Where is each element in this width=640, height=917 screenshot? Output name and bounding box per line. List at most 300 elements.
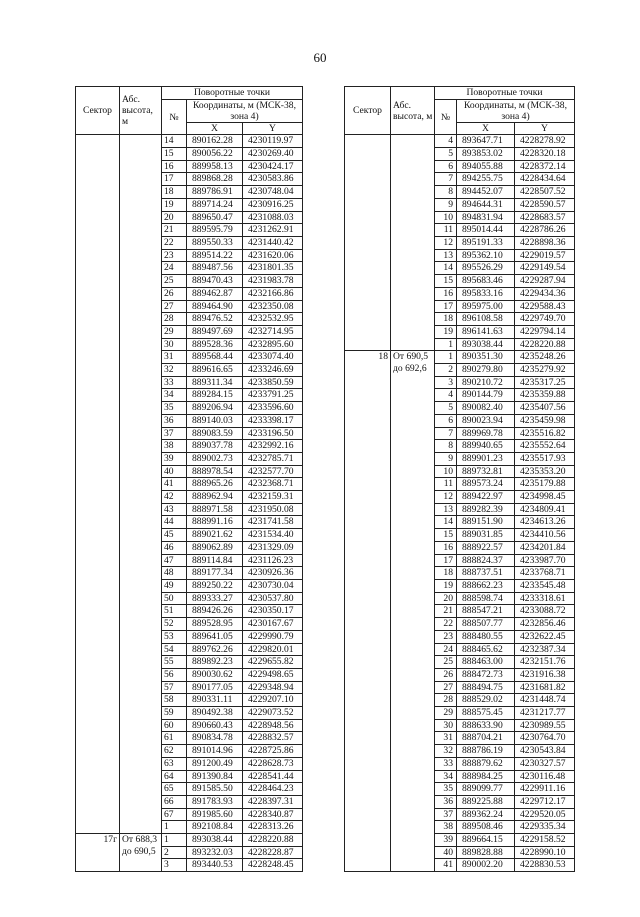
point-number-cell: 54 <box>162 643 187 656</box>
point-number-cell: 2 <box>162 846 187 859</box>
coord-x-cell: 890144.79 <box>457 389 515 402</box>
coord-x-cell: 889958.13 <box>187 160 243 173</box>
coord-x-cell: 894255.75 <box>457 173 515 186</box>
coord-y-cell: 4233596.60 <box>243 402 303 415</box>
left-table-body <box>76 135 303 872</box>
coord-x-cell: 889177.34 <box>187 567 243 580</box>
coord-y-cell: 4231741.58 <box>243 516 303 529</box>
coord-y-cell: 4233074.40 <box>243 351 303 364</box>
coord-x-cell: 895191.33 <box>457 237 515 250</box>
coord-y-cell: 4231448.74 <box>515 694 575 707</box>
header-num: № <box>435 99 457 135</box>
coord-y-cell: 4230764.70 <box>515 732 575 745</box>
point-number-cell: 30 <box>435 719 457 732</box>
point-number-cell: 63 <box>162 757 187 770</box>
coord-y-cell: 4235359.88 <box>515 389 575 402</box>
coord-x-cell: 889714.24 <box>187 198 243 211</box>
coord-x-cell: 888598.74 <box>457 592 515 605</box>
coord-x-cell: 889497.69 <box>187 325 243 338</box>
point-number-cell: 22 <box>435 618 457 631</box>
coord-y-cell: 4230327.57 <box>515 757 575 770</box>
abs-height-cell: От 688,3 до 690,5 <box>120 834 162 872</box>
sector-cell: 18 <box>345 351 391 872</box>
coord-y-cell: 4235317.25 <box>515 376 575 389</box>
table-row <box>76 135 303 148</box>
point-number-cell: 38 <box>435 821 457 834</box>
coord-y-cell: 4228464.23 <box>243 783 303 796</box>
coord-y-cell: 4232159.31 <box>243 491 303 504</box>
coord-x-cell: 896108.58 <box>457 313 515 326</box>
header-sector: Сектор <box>345 87 391 135</box>
coord-y-cell: 4229794.14 <box>515 325 575 338</box>
point-number-cell: 20 <box>162 211 187 224</box>
coord-x-cell: 889284.15 <box>187 389 243 402</box>
table-row <box>76 834 303 847</box>
coord-x-cell: 889462.87 <box>187 287 243 300</box>
coord-y-cell: 4230269.40 <box>243 148 303 161</box>
coord-x-cell: 889282.39 <box>457 503 515 516</box>
coord-x-cell: 895526.29 <box>457 262 515 275</box>
point-number-cell: 1 <box>162 821 187 834</box>
coord-x-cell: 889940.65 <box>457 440 515 453</box>
coord-x-cell: 888962.94 <box>187 491 243 504</box>
point-number-cell: 18 <box>162 186 187 199</box>
point-number-cell: 47 <box>162 554 187 567</box>
point-number-cell: 7 <box>435 173 457 186</box>
coord-y-cell: 4230730.04 <box>243 579 303 592</box>
coord-y-cell: 4228541.44 <box>243 770 303 783</box>
point-number-cell: 16 <box>435 287 457 300</box>
point-number-cell: 58 <box>162 694 187 707</box>
point-number-cell: 12 <box>435 237 457 250</box>
coord-x-cell: 888575.45 <box>457 707 515 720</box>
point-number-cell: 20 <box>435 592 457 605</box>
coord-y-cell: 4229588.43 <box>515 300 575 313</box>
point-number-cell: 14 <box>435 516 457 529</box>
coord-x-cell: 891585.50 <box>187 783 243 796</box>
coord-y-cell: 4234809.41 <box>515 503 575 516</box>
point-number-cell: 59 <box>162 707 187 720</box>
coord-x-cell: 889508.46 <box>457 821 515 834</box>
coord-y-cell: 4231088.03 <box>243 211 303 224</box>
coord-x-cell: 888984.25 <box>457 770 515 783</box>
coord-y-cell: 4233088.72 <box>515 605 575 618</box>
point-number-cell: 28 <box>162 313 187 326</box>
coord-y-cell: 4228507.52 <box>515 186 575 199</box>
point-number-cell: 66 <box>162 795 187 808</box>
coord-x-cell: 890492.38 <box>187 707 243 720</box>
coord-x-cell: 890082.40 <box>457 402 515 415</box>
coord-x-cell: 888529.02 <box>457 694 515 707</box>
point-number-cell: 48 <box>162 567 187 580</box>
coord-x-cell: 888824.37 <box>457 554 515 567</box>
coord-y-cell: 4234998.45 <box>515 491 575 504</box>
point-number-cell: 41 <box>435 859 457 872</box>
coord-x-cell: 888633.90 <box>457 719 515 732</box>
coord-x-cell: 890177.05 <box>187 681 243 694</box>
point-number-cell: 35 <box>162 402 187 415</box>
coord-x-cell: 889868.28 <box>187 173 243 186</box>
coord-x-cell: 890834.78 <box>187 732 243 745</box>
coord-x-cell: 888547.21 <box>457 605 515 618</box>
coord-y-cell: 4228228.87 <box>243 846 303 859</box>
coord-y-cell: 4232856.46 <box>515 618 575 631</box>
sector-cell: 17г <box>76 834 120 872</box>
coord-y-cell: 4235407.56 <box>515 402 575 415</box>
coord-x-cell: 889470.43 <box>187 275 243 288</box>
coord-y-cell: 4230926.36 <box>243 567 303 580</box>
coord-x-cell: 894055.88 <box>457 160 515 173</box>
coord-y-cell: 4229820.01 <box>243 643 303 656</box>
point-number-cell: 24 <box>435 643 457 656</box>
coord-y-cell: 4229520.05 <box>515 808 575 821</box>
abs-height-cell <box>391 135 435 351</box>
coord-x-cell: 890056.22 <box>187 148 243 161</box>
coord-y-cell: 4230916.25 <box>243 198 303 211</box>
point-number-cell: 23 <box>435 630 457 643</box>
coord-y-cell: 4229434.36 <box>515 287 575 300</box>
table-row <box>345 135 575 148</box>
coord-y-cell: 4228786.26 <box>515 224 575 237</box>
coord-y-cell: 4235516.82 <box>515 427 575 440</box>
coord-x-cell: 889140.03 <box>187 414 243 427</box>
point-number-cell: 17 <box>435 554 457 567</box>
coord-y-cell: 4231950.08 <box>243 503 303 516</box>
point-number-cell: 17 <box>162 173 187 186</box>
coord-y-cell: 4233791.25 <box>243 389 303 402</box>
coord-y-cell: 4228220.88 <box>243 834 303 847</box>
coord-x-cell: 888465.62 <box>457 643 515 656</box>
point-number-cell: 1 <box>162 834 187 847</box>
coord-x-cell: 888494.75 <box>457 681 515 694</box>
point-number-cell: 36 <box>162 414 187 427</box>
coord-x-cell: 889002.73 <box>187 452 243 465</box>
coord-y-cell: 4231126.23 <box>243 554 303 567</box>
point-number-cell: 62 <box>162 745 187 758</box>
coord-x-cell: 891390.84 <box>187 770 243 783</box>
coord-y-cell: 4232387.34 <box>515 643 575 656</box>
coord-y-cell: 4231262.91 <box>243 224 303 237</box>
table-row <box>345 351 575 364</box>
coord-y-cell: 4233196.50 <box>243 427 303 440</box>
coord-x-cell: 890002.20 <box>457 859 515 872</box>
coord-x-cell: 895014.44 <box>457 224 515 237</box>
coord-x-cell: 890210.72 <box>457 376 515 389</box>
coord-y-cell: 4228832.57 <box>243 732 303 745</box>
point-number-cell: 19 <box>435 579 457 592</box>
point-number-cell: 24 <box>162 262 187 275</box>
coord-y-cell: 4228683.57 <box>515 211 575 224</box>
coord-y-cell: 4235179.88 <box>515 478 575 491</box>
abs-height-cell <box>120 135 162 834</box>
coord-y-cell: 4230424.17 <box>243 160 303 173</box>
coord-y-cell: 4230350.17 <box>243 605 303 618</box>
point-number-cell: 57 <box>162 681 187 694</box>
coord-x-cell: 894452.07 <box>457 186 515 199</box>
point-number-cell: 4 <box>435 135 457 148</box>
point-number-cell: 10 <box>435 211 457 224</box>
coord-y-cell: 4234201.84 <box>515 541 575 554</box>
coord-x-cell: 889206.94 <box>187 402 243 415</box>
coord-x-cell: 888662.23 <box>457 579 515 592</box>
point-number-cell: 23 <box>162 249 187 262</box>
coord-x-cell: 890030.62 <box>187 668 243 681</box>
coord-x-cell: 888480.55 <box>457 630 515 643</box>
coord-y-cell: 4229911.16 <box>515 783 575 796</box>
point-number-cell: 35 <box>435 783 457 796</box>
point-number-cell: 28 <box>435 694 457 707</box>
header-turning-points: Поворотные точки <box>435 87 575 100</box>
coord-y-cell: 4229287.94 <box>515 275 575 288</box>
coord-y-cell: 4233545.48 <box>515 579 575 592</box>
coord-x-cell: 888971.58 <box>187 503 243 516</box>
point-number-cell: 33 <box>162 376 187 389</box>
point-number-cell: 27 <box>435 681 457 694</box>
coord-x-cell: 888978.54 <box>187 465 243 478</box>
coord-y-cell: 4233768.71 <box>515 567 575 580</box>
coord-y-cell: 4228590.57 <box>515 198 575 211</box>
coord-y-cell: 4234613.26 <box>515 516 575 529</box>
coord-y-cell: 4228313.26 <box>243 821 303 834</box>
coord-x-cell: 890023.94 <box>457 414 515 427</box>
coord-y-cell: 4229073.52 <box>243 707 303 720</box>
point-number-cell: 18 <box>435 313 457 326</box>
point-number-cell: 7 <box>435 427 457 440</box>
point-number-cell: 16 <box>162 160 187 173</box>
coord-x-cell: 889650.47 <box>187 211 243 224</box>
coord-x-cell: 888472.73 <box>457 668 515 681</box>
coord-x-cell: 889333.27 <box>187 592 243 605</box>
header-x: X <box>187 122 243 135</box>
coord-y-cell: 4228397.31 <box>243 795 303 808</box>
point-number-cell: 25 <box>435 656 457 669</box>
coord-y-cell: 4230116.48 <box>515 770 575 783</box>
coord-y-cell: 4231801.35 <box>243 262 303 275</box>
coord-y-cell: 4229348.94 <box>243 681 303 694</box>
coord-y-cell: 4231534.40 <box>243 529 303 542</box>
coord-y-cell: 4229207.10 <box>243 694 303 707</box>
coord-y-cell: 4228434.64 <box>515 173 575 186</box>
point-number-cell: 8 <box>435 186 457 199</box>
coord-y-cell: 4234410.56 <box>515 529 575 542</box>
coord-x-cell: 893440.53 <box>187 859 243 872</box>
header-y: Y <box>515 122 575 135</box>
point-number-cell: 34 <box>162 389 187 402</box>
coord-y-cell: 4229149.54 <box>515 262 575 275</box>
coord-x-cell: 894831.94 <box>457 211 515 224</box>
coord-y-cell: 4231620.06 <box>243 249 303 262</box>
coord-x-cell: 889114.84 <box>187 554 243 567</box>
coord-x-cell: 890660.43 <box>187 719 243 732</box>
point-number-cell: 5 <box>435 402 457 415</box>
point-number-cell: 22 <box>162 237 187 250</box>
coord-x-cell: 889786.91 <box>187 186 243 199</box>
point-number-cell: 29 <box>435 707 457 720</box>
coord-y-cell: 4229019.57 <box>515 249 575 262</box>
point-number-cell: 40 <box>162 465 187 478</box>
coord-x-cell: 889528.95 <box>187 618 243 631</box>
point-number-cell: 17 <box>435 300 457 313</box>
coord-y-cell: 4232785.71 <box>243 452 303 465</box>
coord-y-cell: 4228340.87 <box>243 808 303 821</box>
coord-x-cell: 889641.05 <box>187 630 243 643</box>
coord-y-cell: 4233318.61 <box>515 592 575 605</box>
coord-y-cell: 4232577.70 <box>243 465 303 478</box>
coord-x-cell: 890351.30 <box>457 351 515 364</box>
coord-x-cell: 889528.36 <box>187 338 243 351</box>
coord-x-cell: 889062.89 <box>187 541 243 554</box>
coordinates-table-right <box>344 86 575 872</box>
point-number-cell: 15 <box>435 529 457 542</box>
coord-y-cell: 4228628.73 <box>243 757 303 770</box>
coord-y-cell: 4235459.98 <box>515 414 575 427</box>
point-number-cell: 26 <box>435 668 457 681</box>
coord-x-cell: 888879.62 <box>457 757 515 770</box>
point-number-cell: 67 <box>162 808 187 821</box>
coord-x-cell: 896141.63 <box>457 325 515 338</box>
coord-y-cell: 4232622.45 <box>515 630 575 643</box>
coord-y-cell: 4230119.97 <box>243 135 303 148</box>
coord-x-cell: 895362.10 <box>457 249 515 262</box>
header-abs-height: Абс. высота, м <box>120 87 162 135</box>
point-number-cell: 11 <box>435 478 457 491</box>
header-y: Y <box>243 122 303 135</box>
coord-x-cell: 889901.23 <box>457 452 515 465</box>
point-number-cell: 55 <box>162 656 187 669</box>
coord-y-cell: 4228725.86 <box>243 745 303 758</box>
coord-x-cell: 889550.33 <box>187 237 243 250</box>
point-number-cell: 39 <box>435 834 457 847</box>
point-number-cell: 13 <box>435 249 457 262</box>
point-number-cell: 6 <box>435 414 457 427</box>
point-number-cell: 1 <box>435 351 457 364</box>
coord-y-cell: 4231983.78 <box>243 275 303 288</box>
header-sector: Сектор <box>76 87 120 135</box>
coord-x-cell: 894644.31 <box>457 198 515 211</box>
coord-y-cell: 4233246.69 <box>243 364 303 377</box>
coord-y-cell: 4228278.92 <box>515 135 575 148</box>
coord-x-cell: 889595.79 <box>187 224 243 237</box>
point-number-cell: 49 <box>162 579 187 592</box>
coord-x-cell: 895683.46 <box>457 275 515 288</box>
point-number-cell: 1 <box>435 338 457 351</box>
point-number-cell: 15 <box>435 275 457 288</box>
coord-y-cell: 4228220.88 <box>515 338 575 351</box>
coord-x-cell: 893038.44 <box>457 338 515 351</box>
point-number-cell: 32 <box>162 364 187 377</box>
point-number-cell: 27 <box>162 300 187 313</box>
point-number-cell: 51 <box>162 605 187 618</box>
point-number-cell: 21 <box>435 605 457 618</box>
coord-y-cell: 4232151.76 <box>515 656 575 669</box>
point-number-cell: 4 <box>435 389 457 402</box>
coord-y-cell: 4232532.95 <box>243 313 303 326</box>
coord-y-cell: 4230167.67 <box>243 618 303 631</box>
point-number-cell: 44 <box>162 516 187 529</box>
coord-y-cell: 4229712.17 <box>515 795 575 808</box>
coord-x-cell: 889568.44 <box>187 351 243 364</box>
coord-x-cell: 888737.51 <box>457 567 515 580</box>
abs-height-cell: От 690,5 до 692,6 <box>391 351 435 872</box>
coord-y-cell: 4235517.93 <box>515 452 575 465</box>
point-number-cell: 45 <box>162 529 187 542</box>
coord-x-cell: 889464.90 <box>187 300 243 313</box>
coord-y-cell: 4228948.56 <box>243 719 303 732</box>
coord-x-cell: 893232.03 <box>187 846 243 859</box>
point-number-cell: 15 <box>162 148 187 161</box>
header-coords: Координаты, м (МСК-38, зона 4) <box>457 99 575 122</box>
coord-y-cell: 4230537.80 <box>243 592 303 605</box>
point-number-cell: 2 <box>435 364 457 377</box>
coord-y-cell: 4231681.82 <box>515 681 575 694</box>
coord-x-cell: 888463.00 <box>457 656 515 669</box>
page-number: 60 <box>313 50 327 65</box>
coord-x-cell: 891200.49 <box>187 757 243 770</box>
point-number-cell: 29 <box>162 325 187 338</box>
point-number-cell: 60 <box>162 719 187 732</box>
point-number-cell: 37 <box>162 427 187 440</box>
point-number-cell: 10 <box>435 465 457 478</box>
point-number-cell: 12 <box>435 491 457 504</box>
coord-x-cell: 889225.88 <box>457 795 515 808</box>
header-x: X <box>457 122 515 135</box>
coord-x-cell: 889616.65 <box>187 364 243 377</box>
coord-y-cell: 4231916.38 <box>515 668 575 681</box>
point-number-cell: 6 <box>435 160 457 173</box>
point-number-cell: 42 <box>162 491 187 504</box>
coord-y-cell: 4229335.34 <box>515 821 575 834</box>
header-abs-height: Абс. высота, м <box>391 87 435 135</box>
coord-x-cell: 893647.71 <box>457 135 515 148</box>
coord-y-cell: 4228830.53 <box>515 859 575 872</box>
coord-x-cell: 888991.16 <box>187 516 243 529</box>
coord-x-cell: 888965.26 <box>187 478 243 491</box>
header-num: № <box>162 99 187 135</box>
coord-x-cell: 889021.62 <box>187 529 243 542</box>
point-number-cell: 34 <box>435 770 457 783</box>
point-number-cell: 26 <box>162 287 187 300</box>
coord-x-cell: 891985.60 <box>187 808 243 821</box>
point-number-cell: 8 <box>435 440 457 453</box>
coord-y-cell: 4231440.42 <box>243 237 303 250</box>
coord-x-cell: 889083.59 <box>187 427 243 440</box>
coord-x-cell: 889250.22 <box>187 579 243 592</box>
sector-cell <box>345 135 391 351</box>
coord-x-cell: 888922.57 <box>457 541 515 554</box>
coord-x-cell: 889311.34 <box>187 376 243 389</box>
coord-x-cell: 888704.21 <box>457 732 515 745</box>
point-number-cell: 19 <box>162 198 187 211</box>
point-number-cell: 40 <box>435 846 457 859</box>
point-number-cell: 65 <box>162 783 187 796</box>
coord-y-cell: 4233398.17 <box>243 414 303 427</box>
coordinates-table-left <box>75 86 303 872</box>
point-number-cell: 13 <box>435 503 457 516</box>
coord-y-cell: 4232714.95 <box>243 325 303 338</box>
header-coords: Координаты, м (МСК-38, зона 4) <box>187 99 303 122</box>
coord-y-cell: 4235353.20 <box>515 465 575 478</box>
coord-y-cell: 4231217.77 <box>515 707 575 720</box>
coord-x-cell: 895975.00 <box>457 300 515 313</box>
point-number-cell: 61 <box>162 732 187 745</box>
point-number-cell: 37 <box>435 808 457 821</box>
coord-x-cell: 889732.81 <box>457 465 515 478</box>
point-number-cell: 43 <box>162 503 187 516</box>
point-number-cell: 32 <box>435 745 457 758</box>
coord-y-cell: 4232368.71 <box>243 478 303 491</box>
coord-x-cell: 889828.88 <box>457 846 515 859</box>
coord-y-cell: 4232992.16 <box>243 440 303 453</box>
